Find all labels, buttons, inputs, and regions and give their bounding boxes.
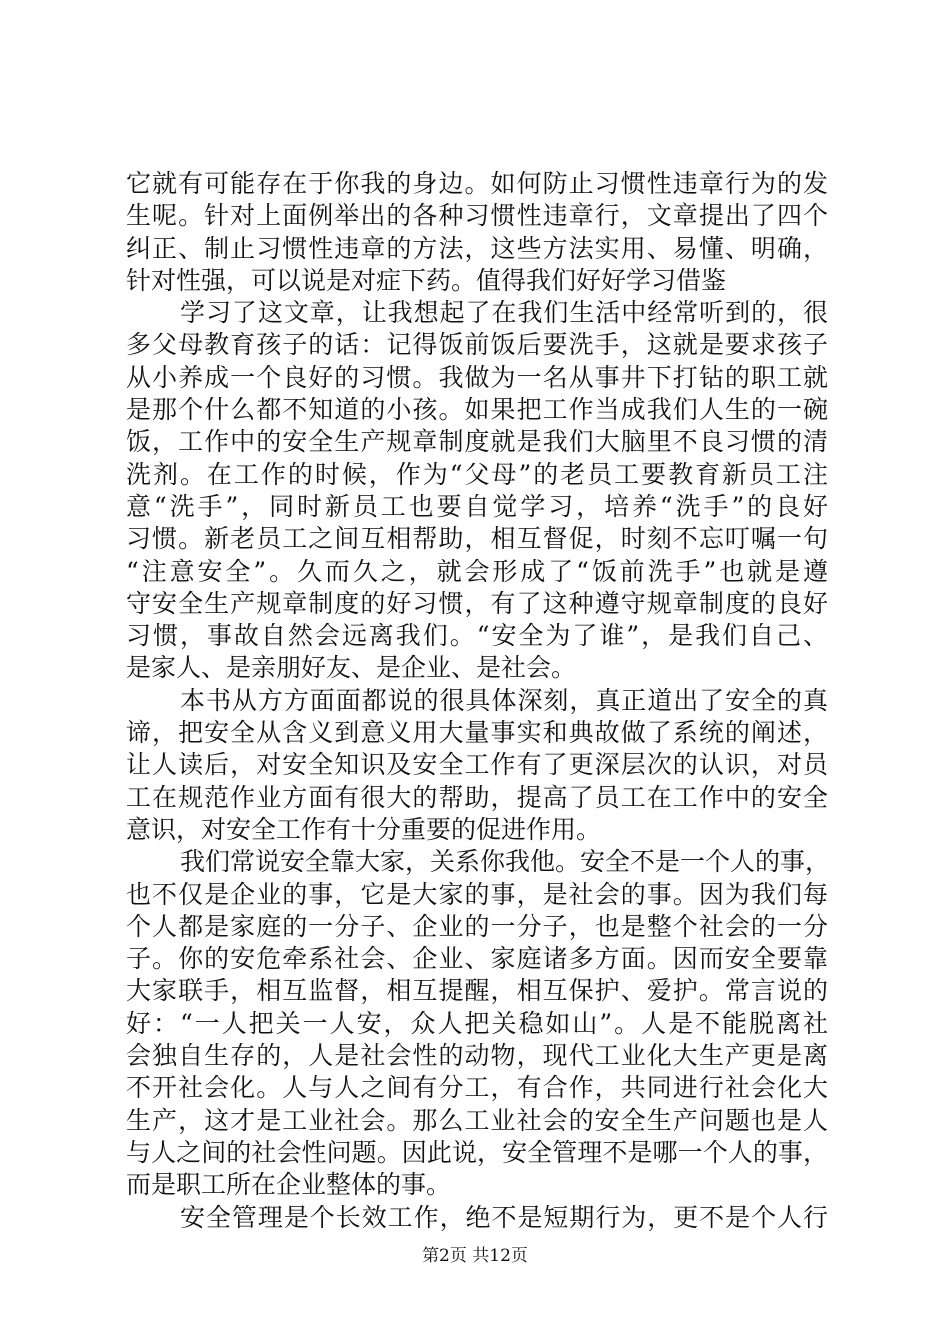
body-text <box>126 168 831 1234</box>
text-line: 安全管理是个长效工作，绝不是短期行为，更不是个人行 <box>180 1202 828 1232</box>
text-line: 纠正、制止习惯性违章的方法，这些方法实用、易懂、明确， <box>126 233 828 263</box>
text-line: 大家联手，相互监督，相互提醒，相互保护、爱护。常言说的 <box>126 976 828 1006</box>
text-line: “注意安全”。久而久之，就会形成了“饭前洗手”也就是遵 <box>126 556 828 586</box>
text-line: 工在规范作业方面有很大的帮助，提高了员工在工作中的安全 <box>126 782 828 812</box>
text-line: 我们常说安全靠大家，关系你我他。安全不是一个人的事， <box>180 847 831 877</box>
text-line: 守安全生产规章制度的好习惯，有了这种遵守规章制度的良好 <box>126 588 828 618</box>
text-line: 洗剂。在工作的时候，作为“父母”的老员工要教育新员工注 <box>126 459 828 489</box>
text-line: 生产，这才是工业社会。那么工业社会的安全生产问题也是人 <box>126 1105 828 1135</box>
text-line: 饭，工作中的安全生产规章制度就是我们大脑里不良习惯的清 <box>126 427 828 457</box>
text-line: 多父母教育孩子的话：记得饭前饭后要洗手，这就是要求孩子 <box>126 330 828 360</box>
text-line: 不开社会化。人与人之间有分工，有合作，共同进行社会化大 <box>126 1073 828 1103</box>
text-line: 而是职工所在企业整体的事。 <box>126 1170 452 1200</box>
text-line: 针对性强，可以说是对症下药。值得我们好好学习借鉴 <box>126 265 727 295</box>
text-line: 习惯。新老员工之间互相帮助，相互督促，时刻不忘叮嘱一句 <box>126 524 828 554</box>
text-line: 是那个什么都不知道的小孩。如果把工作当成我们人生的一碗 <box>126 395 828 425</box>
text-line: 学习了这文章，让我想起了在我们生活中经常听到的，很 <box>180 298 828 328</box>
page-footer: 第2页 共12页 <box>422 1246 528 1266</box>
text-line: 个人都是家庭的一分子、企业的一分子，也是整个社会的一分 <box>126 911 828 941</box>
text-line: 让人读后，对安全知识及安全工作有了更深层次的认识，对员 <box>126 750 828 780</box>
text-line: 本书从方方面面都说的很具体深刻，真正道出了安全的真 <box>180 685 828 715</box>
text-line: 习惯，事故自然会远离我们。“安全为了谁”，是我们自己、 <box>126 621 828 651</box>
text-line: 意识，对安全工作有十分重要的促进作用。 <box>126 814 602 844</box>
text-line: 子。你的安危牵系社会、企业、家庭诸多方面。因而安全要靠 <box>126 944 828 974</box>
text-line: 谛，把安全从含义到意义用大量事实和典故做了系统的阐述， <box>126 718 828 748</box>
text-line: 意“洗手”，同时新员工也要自觉学习，培养“洗手”的良好 <box>126 491 828 521</box>
text-line: 好：“一人把关一人安，众人把关稳如山”。人是不能脱离社 <box>126 1008 828 1038</box>
text-line: 从小养成一个良好的习惯。我做为一名从事井下打钻的职工就 <box>126 362 828 392</box>
text-line: 生呢。针对上面例举出的各种习惯性违章行，文章提出了四个 <box>126 201 828 231</box>
text-line: 与人之间的社会性问题。因此说，安全管理不是哪一个人的事， <box>126 1137 828 1167</box>
text-line: 是家人、是亲朋好友、是企业、是社会。 <box>126 653 577 683</box>
text-line: 它就有可能存在于你我的身边。如何防止习惯性违章行为的发 <box>126 169 828 198</box>
text-line: 会独自生存的，人是社会性的动物，现代工业化大生产更是离 <box>126 1041 828 1071</box>
text-line: 也不仅是企业的事，它是大家的事，是社会的事。因为我们每 <box>126 879 828 909</box>
